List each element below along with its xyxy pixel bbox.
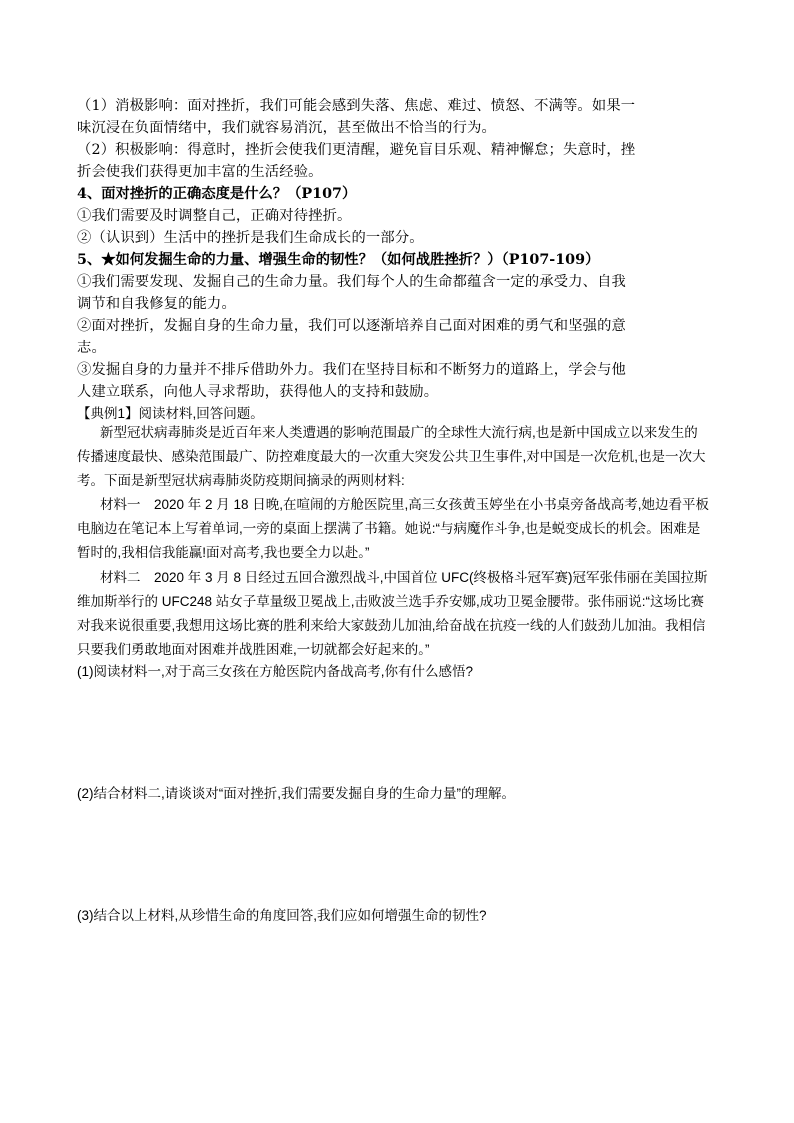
positive-impact-line-1: （2）积极影响：得意时，挫折会使我们更清醒，避免盲目乐观、精神懈怠；失意时，挫	[77, 142, 636, 158]
question-5-answer-3-line-1: ③发掘自身的力量并不排斥借助外力。我们在坚持目标和不断努力的道路上，学会与他	[77, 362, 626, 378]
example-intro-line-3: 考。下面是新型冠状病毒肺炎防疫期间摘录的两则材料:	[77, 473, 405, 488]
material-2-line-4: 只要我们勇敢地面对困难并战胜困难,一切就都会好起来的。”	[77, 642, 430, 657]
question-5-answer-2-line-1: ②面对挫折，发掘自身的生命力量，我们可以逐渐培养自己面对困难的勇气和坚强的意	[77, 318, 626, 334]
question-5-answer-3-line-2: 人建立联系，向他人寻求帮助，获得他人的支持和鼓励。	[77, 384, 439, 400]
negative-impact-line-1: （1）消极影响：面对挫折，我们可能会感到失落、焦虑、难过、愤怒、不满等。如果一	[77, 98, 636, 114]
question-5-answer-1-line-2: 调节和自我修复的能力。	[77, 296, 236, 312]
material-2-line-3: 对我来说很重要,我想用这场比赛的胜利来给大家鼓劲儿加油,给奋战在抗疫一线的人们鼓劲儿加油。我相信	[77, 618, 706, 633]
question-5-heading: 5、★如何发掘生命的力量、增强生命的韧性？（如何战胜挫折？）（P107-109）	[77, 252, 600, 268]
negative-impact-line-2: 味沉浸在负面情绪中，我们就容易消沉，甚至做出不恰当的行为。	[77, 120, 496, 136]
sub-question-2: (2)结合材料二,请谈谈对“面对挫折,我们需要发掘自身的生命力量”的理解。	[77, 786, 515, 801]
sub-question-1: (1)阅读材料一,对于高三女孩在方舱医院内备战高考,你有什么感悟?	[77, 664, 474, 679]
sub-question-3: (3)结合以上材料,从珍惜生命的角度回答,我们应如何增强生命的韧性?	[77, 908, 487, 923]
example-intro-line-1: 新型冠状病毒肺炎是近百年来人类遭遇的影响范围最广的全球性大流行病,也是新中国成立以来发生的	[100, 425, 698, 440]
material-2-line-2: 维加斯举行的 UFC248 站女子草量级卫冕战上,击败波兰选手乔安娜,成功卫冕金腰带。张伟丽说:“这场比赛	[77, 594, 705, 609]
question-5-answer-2-line-2: 志。	[77, 340, 106, 356]
material-1-line-3: 暂时的,我相信我能赢!面对高考,我也要全力以赴。”	[77, 545, 370, 560]
question-4-answer-1: ①我们需要及时调整自己，正确对待挫折。	[77, 208, 352, 224]
example-heading: 【典例1】阅读材料,回答问题。	[77, 406, 264, 421]
example-intro-line-2: 传播速度最快、感染范围最广、防控难度最大的一次重大突发公共卫生事件,对中国是一次危机,也是一次大	[77, 449, 706, 464]
positive-impact-line-2: 折会使我们获得更加丰富的生活经验。	[77, 164, 323, 180]
material-1-line-2: 电脑边在笔记本上写着单词,一旁的桌面上摆满了书籍。她说:“与病魔作斗争,也是蜕变成长的机会。困难是	[77, 521, 701, 536]
material-2-line-1: 材料二 2020 年 3 月 8 日经过五回合激烈战斗,中国首位 UFC(终极格斗冠军赛)冠军张伟丽在美国拉斯	[100, 570, 708, 585]
question-5-answer-1-line-1: ①我们需要发现、发掘自己的生命力量。我们每个人的生命都蕴含一定的承受力、自我	[77, 274, 626, 290]
question-4-heading: 4、面对挫折的正确态度是什么？（P107）	[77, 186, 357, 202]
material-1-line-1: 材料一 2020 年 2 月 18 日晚,在喧闹的方舱医院里,高三女孩黄玉婷坐在小书桌旁备战高考,她边看平板	[100, 497, 710, 512]
question-4-answer-2: ②（认识到）生活中的挫折是我们生命成长的一部分。	[77, 230, 424, 246]
